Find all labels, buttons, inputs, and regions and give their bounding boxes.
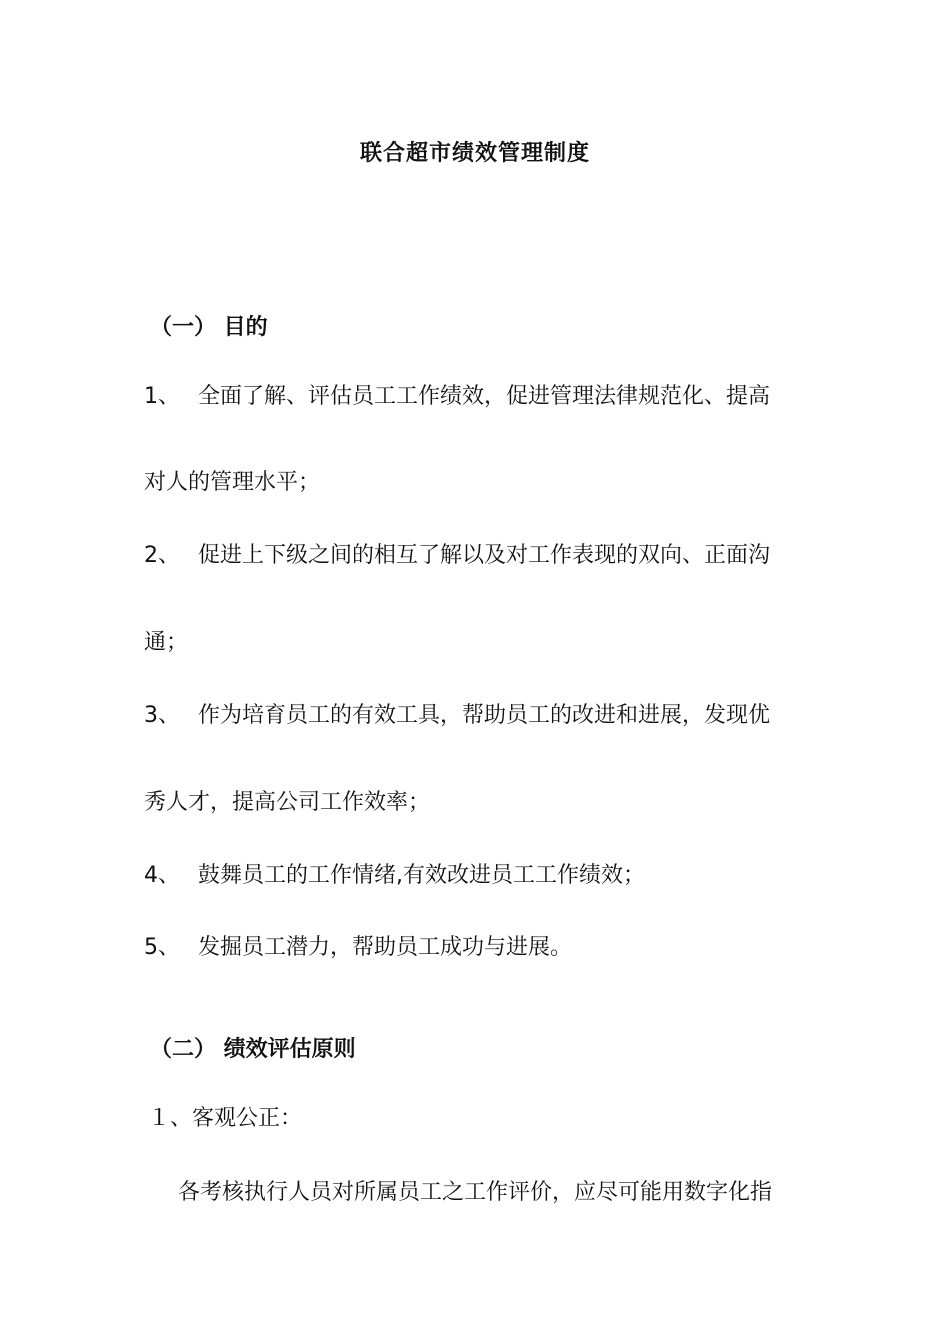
list-item-4 [144, 861, 645, 891]
list-item-text: 作为培育员工的有效工具，帮助员工的改进和进展，发现优 [198, 703, 771, 728]
list-item-number: 4、 [144, 863, 180, 888]
list-item-1 [144, 382, 770, 412]
list-item-3 [144, 701, 770, 731]
list-item-number: 3、 [144, 703, 180, 728]
list-item-3-continuation: 秀人才，提高公司工作效率； [144, 790, 431, 815]
list-item-text: 全面了解、评估员工工作绩效，促进管理法律规范化、提高 [198, 384, 771, 409]
list-item-text: 发掘员工潜力，帮助员工成功与进展。 [198, 935, 573, 960]
paragraph-text: 各考核执行人员对所属员工之工作评价，应尽可能用数字化指 [178, 1180, 773, 1205]
list-item-number: 2、 [144, 543, 180, 568]
list-item-2 [144, 541, 770, 571]
list-item-number: 5、 [144, 935, 180, 960]
list-item-5 [144, 933, 572, 963]
section-heading-purpose: （一） 目的 [150, 315, 268, 340]
list-item-text: 鼓舞员工的工作情绪,有效改进员工工作绩效； [198, 863, 645, 888]
list-item-number: 1、 [144, 384, 180, 409]
section-heading-principles: （二） 绩效评估原则 [150, 1037, 356, 1062]
list-item-1-continuation: 对人的管理水平； [144, 470, 321, 495]
subheading-objective-fair: １、客观公正： [148, 1106, 303, 1131]
list-item-2-continuation: 通； [144, 630, 189, 655]
document-title: 联合超市绩效管理制度 [359, 141, 590, 166]
list-item-text: 促进上下级之间的相互了解以及对工作表现的双向、正面沟 [198, 543, 771, 568]
